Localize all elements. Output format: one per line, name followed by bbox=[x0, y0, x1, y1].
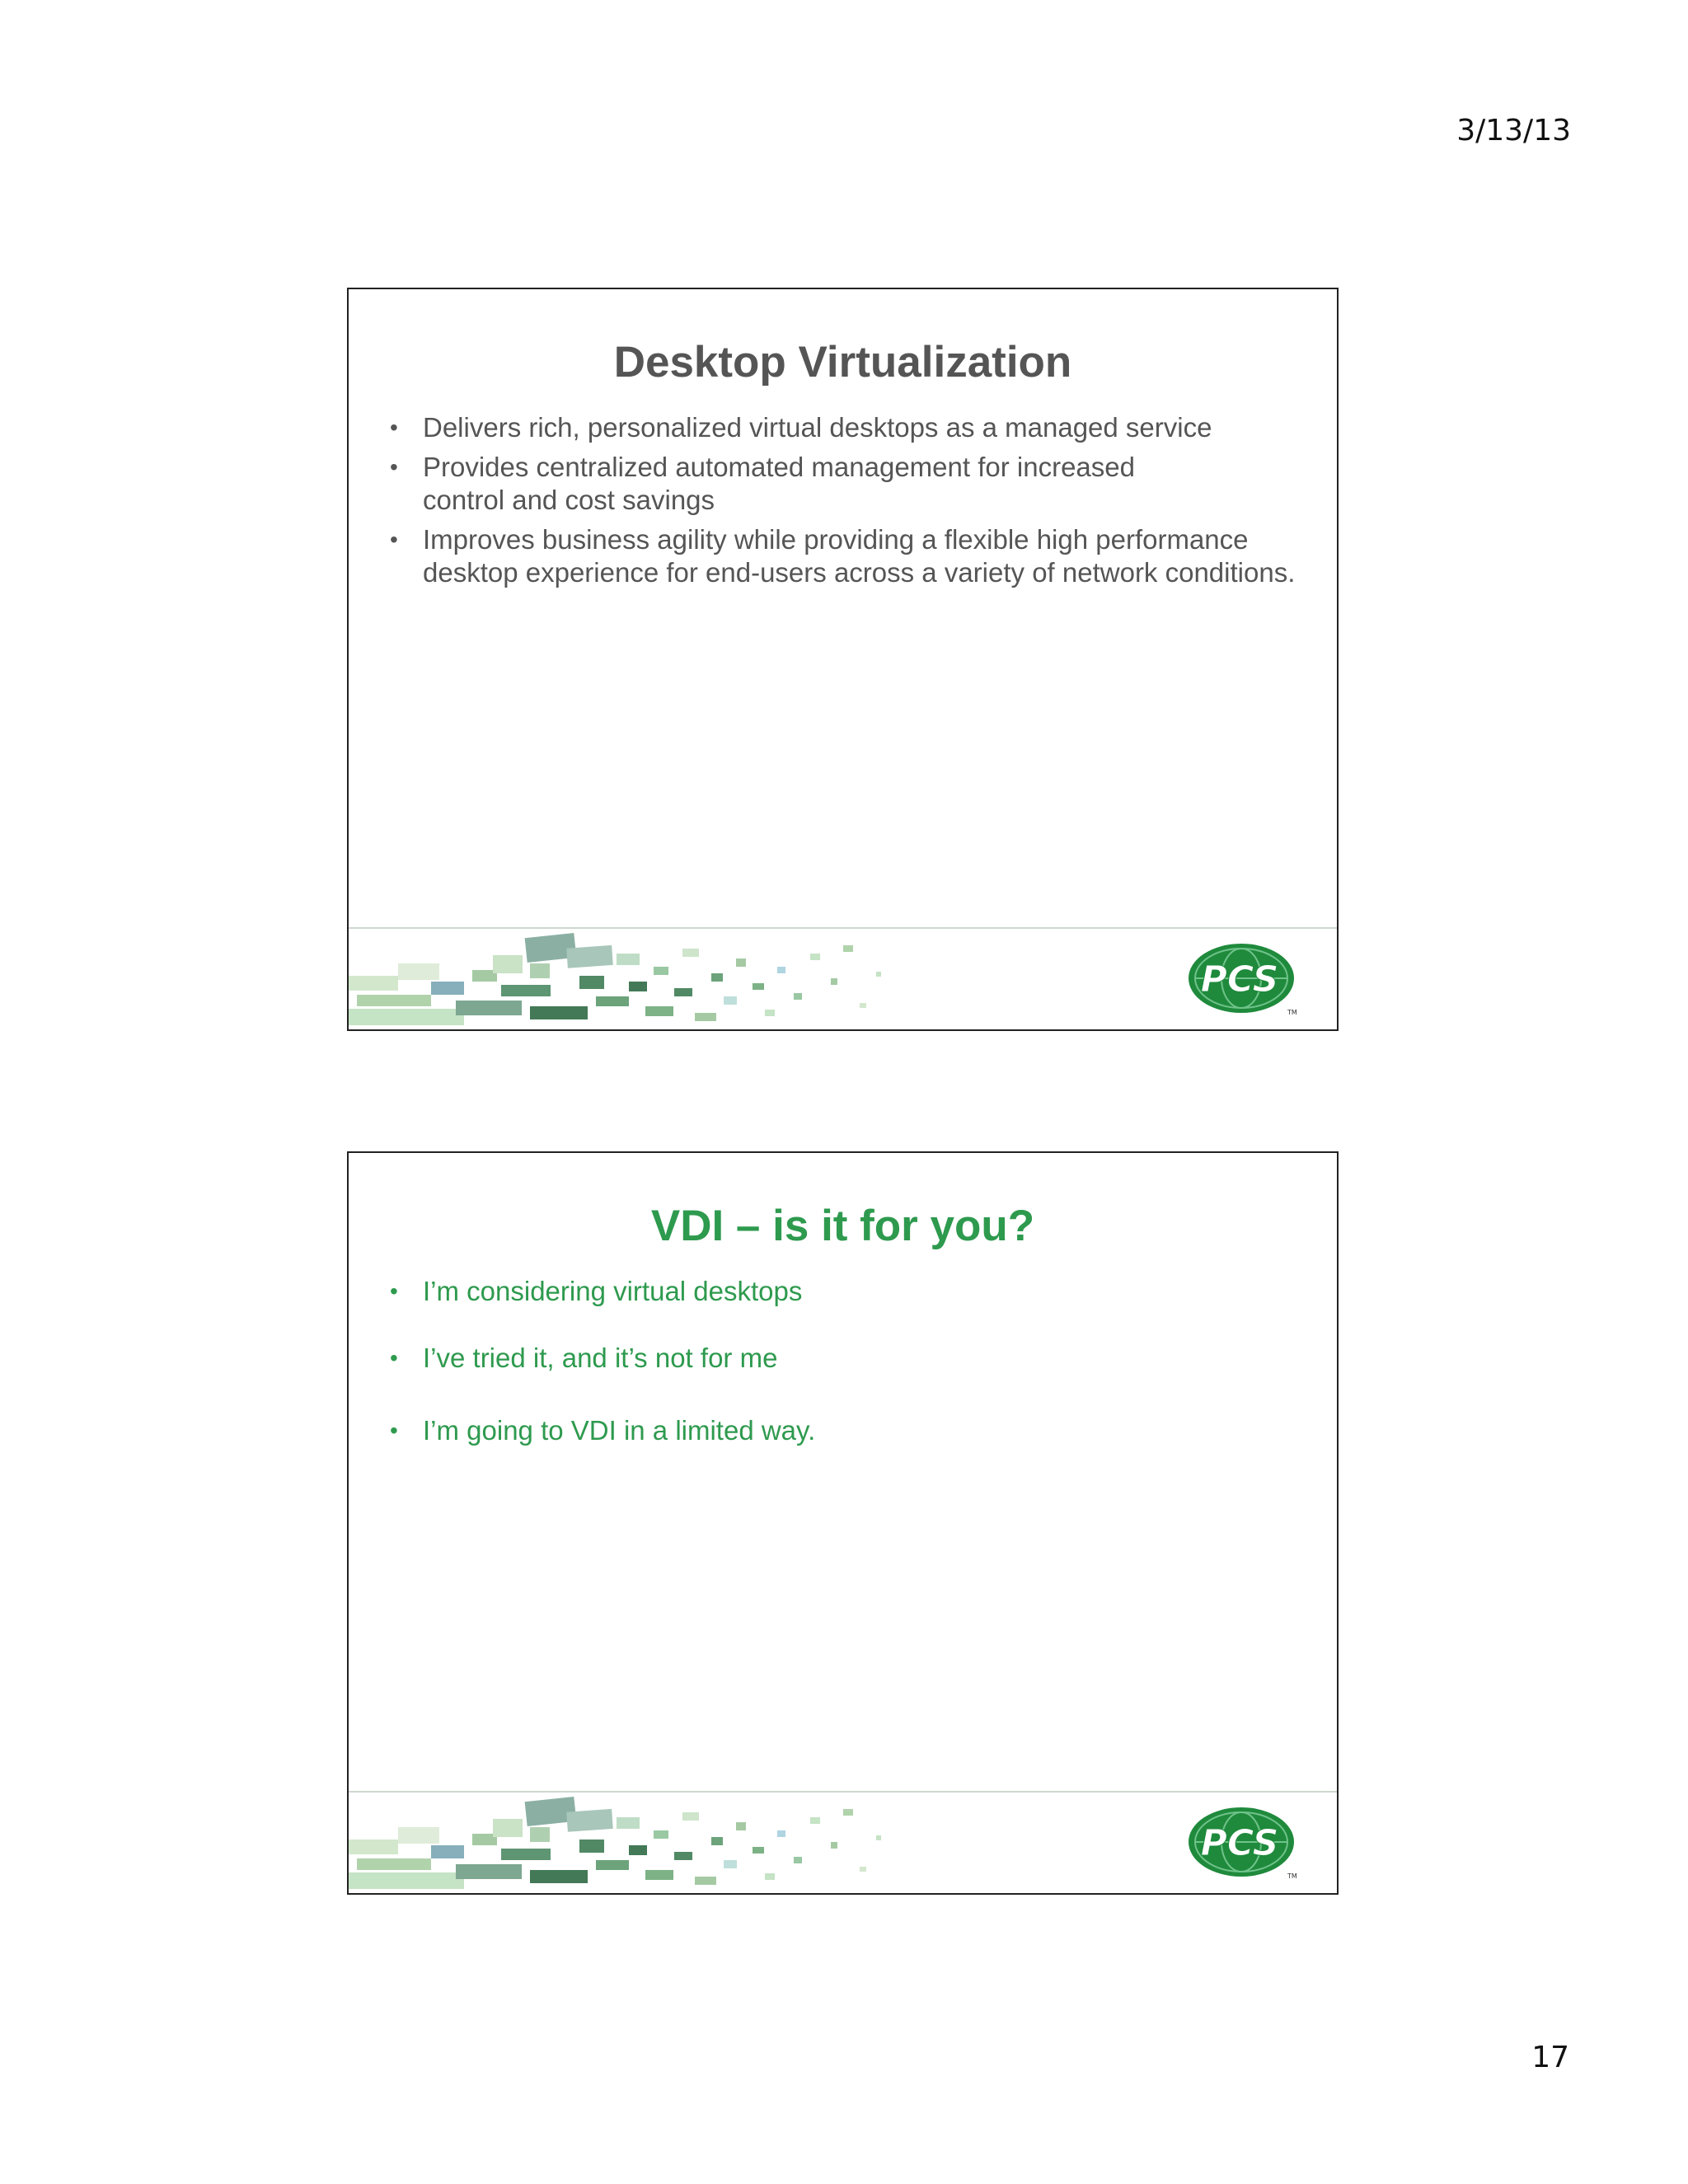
footer-decoration-art bbox=[349, 930, 926, 1029]
footer-decoration-art bbox=[349, 1794, 926, 1893]
bullet-item: • I’m considering virtual desktops bbox=[390, 1276, 803, 1306]
svg-text:TM: TM bbox=[1287, 1009, 1297, 1016]
bullet-item: • I’m going to VDI in a limited way. bbox=[390, 1415, 816, 1446]
svg-text:PCS: PCS bbox=[1200, 958, 1279, 1001]
bullet-icon: • bbox=[390, 1345, 398, 1371]
pcs-logo-icon bbox=[1182, 940, 1306, 1019]
bullet-list bbox=[382, 411, 1312, 596]
page-date: 3/13/13 bbox=[1456, 114, 1571, 148]
page-number: 17 bbox=[1531, 2041, 1569, 2074]
bullet-list bbox=[382, 1275, 1312, 1447]
bullet-icon: • bbox=[390, 454, 398, 480]
pcs-logo-icon bbox=[1182, 1804, 1306, 1882]
bullet-item: • Provides centralized automated management for increased control and cost savings bbox=[390, 452, 1135, 515]
slide-vdi-is-it-for-you bbox=[347, 1151, 1339, 1895]
slide-title: VDI – is it for you? bbox=[650, 1202, 1035, 1250]
slide-footer bbox=[349, 927, 1337, 1029]
bullet-icon: • bbox=[390, 1418, 398, 1443]
bullet-item: • I’ve tried it, and it’s not for me bbox=[390, 1343, 778, 1373]
bullet-icon: • bbox=[390, 415, 398, 440]
slide-desktop-virtualization bbox=[347, 288, 1339, 1031]
svg-text:PCS: PCS bbox=[1200, 1822, 1279, 1864]
svg-text:TM: TM bbox=[1287, 1872, 1297, 1880]
slide-title: Desktop Virtualization bbox=[613, 338, 1072, 387]
bullet-item: • Improves business agility while providing a flexible high performance desktop experience for end-users across a variety of network conditions. bbox=[390, 524, 1296, 588]
slide-footer bbox=[349, 1791, 1337, 1893]
bullet-item: • Delivers rich, personalized virtual desktops as a managed service bbox=[390, 412, 1212, 443]
bullet-icon: • bbox=[390, 1278, 398, 1304]
bullet-icon: • bbox=[390, 527, 398, 552]
